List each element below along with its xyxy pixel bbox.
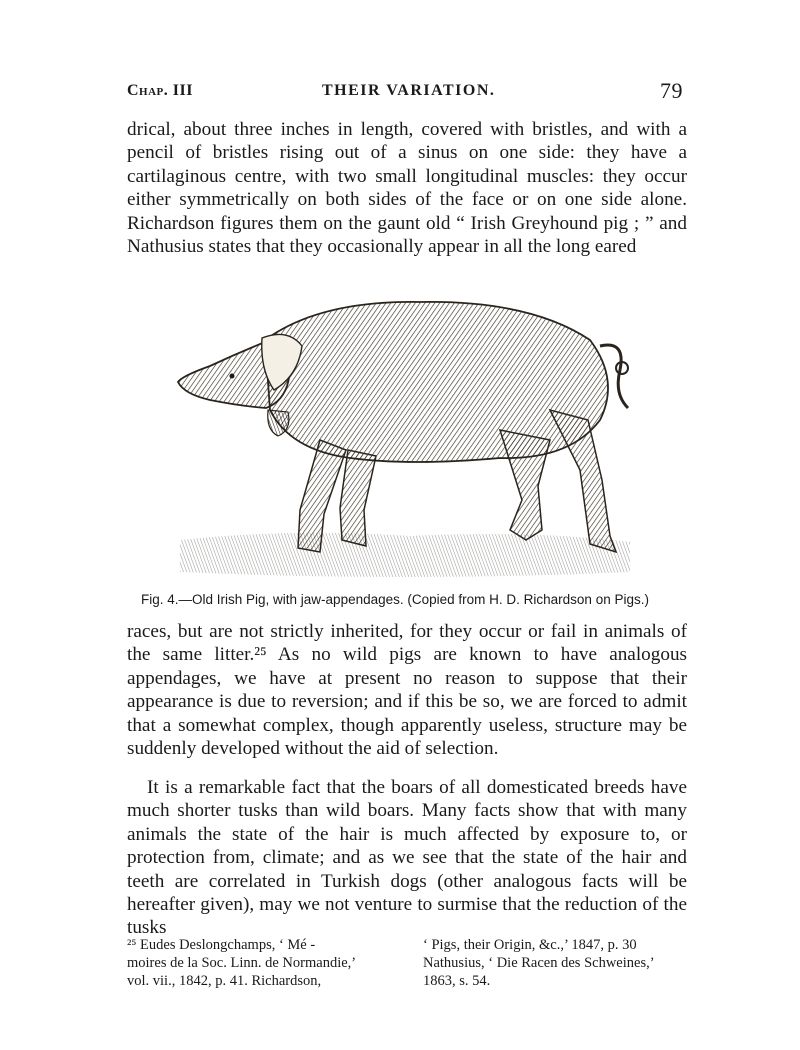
page-number: 79 [660,78,683,103]
footnote-line: vol. vii., 1842, p. 41. Richardson, [127,973,322,989]
footnote-line: 1863, s. 54. [423,973,491,989]
footnote-line: moires de la Soc. Linn. de Normandie,’ [127,955,357,971]
paragraph-continued: drical, about three inches in length, covered with bristles, and with a pencil of bristles rising out of a sinus on one side: they have a cartilaginous centre, with two small longitudinal muscles: they occur either symmetrically on both sides of the face or on one side alone. Richardson figures them on the gaunt old “ Irish Greyhound pig ; ” and Nathusius states that they occasionally appear in all the long eared [127,119,687,258]
ground-shading [180,533,630,577]
footnote-line: ‘ Pigs, their Origin, &c.,’ 1847, p. 30 [423,937,637,953]
footnote-line: ²⁵ Eudes Deslongchamps, ‘ Mé - [127,937,316,953]
paragraph-tusks: It is a remarkable fact that the boars of all domesticated breeds have much shorter tusks than wild boars. Many facts show that with many animals the state of the hair is much affected by exposure to, or protection from, climate; and as we see that the state of the hair and teeth are correlated in Turkish dogs (other analogous facts will be hereafter given), may we not venture to surmise that the reduction of the tusks [127,777,687,939]
footnote-line: Nathusius, ‘ Die Racen des Schweines,’ [423,955,655,971]
chapter-label: Chap. III [127,82,193,99]
footnote-left-column [127,936,409,990]
figure-caption: Fig. 4.—Old Irish Pig, with jaw-appendages. (Copied from H. D. Richardson on Pigs.) [141,592,649,607]
paragraph-races: races, but are not strictly inherited, for they occur or fail in animals of the same litter.²⁵ As no wild pigs are known to have analogous appendages, we have at present no reason to suppose that their appearance is due to reversion; and if this be so, we are forced to admit that a somewhat complex, though apparently useless, structure may be suddenly developed without the aid of selection. [127,621,687,760]
pig-engraving [170,290,640,582]
footnote-right-column [423,936,691,990]
running-head [127,78,683,104]
pig-body [178,302,628,552]
running-title: THEIR VARIATION. [322,82,496,99]
